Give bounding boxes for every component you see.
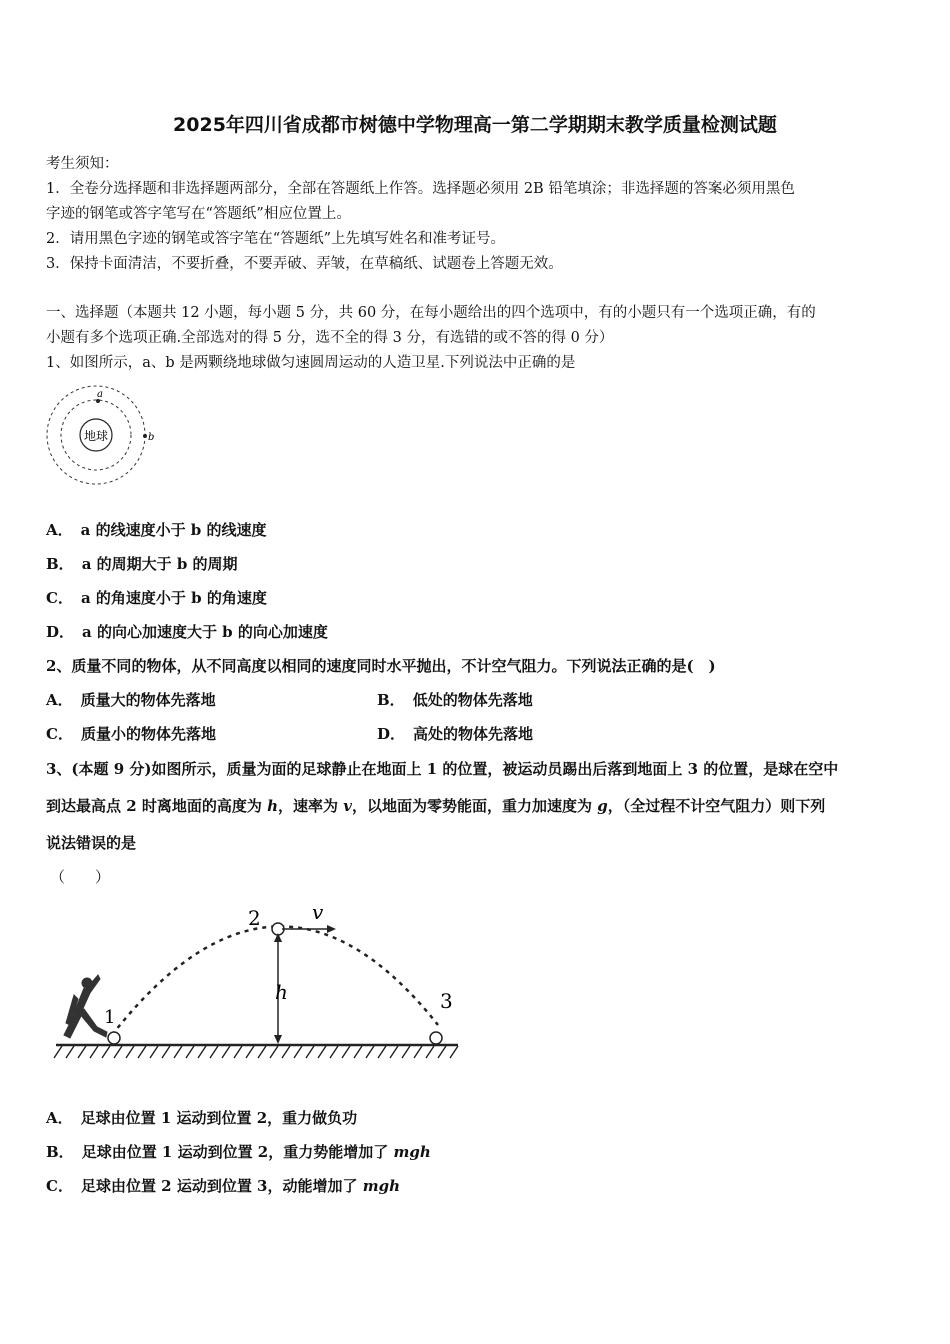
option-label: A． bbox=[46, 1109, 73, 1127]
label-velocity: v bbox=[312, 900, 324, 924]
option-label: A． bbox=[46, 521, 73, 539]
option-text: 质量大的物体先落地 bbox=[80, 691, 216, 709]
option-label: B． bbox=[46, 1143, 74, 1161]
option-text: a 的向心加速度大于 b 的向心加速度 bbox=[82, 623, 328, 641]
q2-option-d[interactable] bbox=[377, 723, 533, 744]
option-formula: mgh bbox=[393, 1143, 431, 1161]
player-figure bbox=[64, 975, 107, 1038]
label-position-3: 3 bbox=[440, 989, 453, 1013]
option-text: 质量小的物体先落地 bbox=[80, 725, 216, 743]
q1-option-c[interactable] bbox=[46, 587, 267, 608]
option-label: C． bbox=[46, 589, 73, 607]
option-label: D． bbox=[377, 725, 406, 743]
satellite-a-label: a bbox=[97, 389, 103, 400]
notice-line-1a: 1．全卷分选择题和非选择题两部分，全部在答题纸上作答。选择题必须用 2B 铅笔填涂；非选择题的答案必须用黑色 bbox=[46, 181, 795, 197]
label-position-2: 2 bbox=[248, 906, 261, 930]
height-arrowhead bbox=[274, 1035, 282, 1044]
option-text: a 的角速度小于 b 的角速度 bbox=[80, 589, 267, 607]
q3-projectile-figure bbox=[50, 895, 470, 1065]
option-label: B． bbox=[46, 555, 74, 573]
option-text: 足球由位置 1 运动到位置 2，重力做负功 bbox=[80, 1109, 358, 1127]
q3-stem-part: ，速率为 bbox=[278, 797, 344, 815]
q1-option-b[interactable] bbox=[46, 553, 238, 574]
option-text: 高处的物体先落地 bbox=[413, 725, 534, 743]
q3-var-g: g bbox=[597, 797, 608, 815]
option-label: D． bbox=[46, 623, 75, 641]
notice-line-3: 3．保持卡面清洁，不要折叠，不要弄破、弄皱，在草稿纸、试题卷上答题无效。 bbox=[46, 256, 563, 272]
notice-line-2: 2．请用黑色字迹的钢笔或答字笔在“答题纸”上先填写姓名和准考证号。 bbox=[46, 231, 506, 247]
q1-option-d[interactable] bbox=[46, 621, 328, 642]
section-instructions-1: 一、选择题（本题共 12 小题，每小题 5 分，共 60 分，在每小题给出的四个选项中，有的小题只有一个选项正确，有的 bbox=[46, 305, 816, 321]
q3-stem-line-3: 说法错误的是 bbox=[46, 834, 137, 852]
q3-stem-line-2 bbox=[46, 795, 825, 816]
satellite-b bbox=[143, 434, 147, 438]
option-text: a 的周期大于 b 的周期 bbox=[81, 555, 238, 573]
earth-label: 地球 bbox=[83, 429, 109, 443]
ground-hatching bbox=[54, 1046, 458, 1058]
q2-option-a[interactable] bbox=[46, 689, 216, 710]
option-text: 足球由位置 1 运动到位置 2，重力势能增加了 bbox=[81, 1143, 394, 1161]
q3-option-b[interactable] bbox=[46, 1141, 431, 1162]
option-label: A． bbox=[46, 691, 73, 709]
q3-stem-line-1: 3、(本题 9 分)如图所示，质量为面的足球静止在地面上 1 的位置，被运动员踢出后落到地面上 3 的位置，是球在空中 bbox=[46, 760, 839, 778]
option-text: 足球由位置 2 运动到位置 3，动能增加了 bbox=[80, 1177, 363, 1195]
q3-stem-part: ，（全过程不计空气阻力）则下列 bbox=[607, 797, 826, 815]
q3-stem-part: ，以地面为零势能面，重力加速度为 bbox=[351, 797, 598, 815]
q2-stem: 2、质量不同的物体，从不同高度以相同的速度同时水平抛出，不计空气阻力。下列说法正确的是( ) bbox=[46, 657, 716, 675]
satellite-b-label: b bbox=[148, 432, 155, 443]
page-title: 2025年四川省成都市树德中学物理高一第二学期期末教学质量检测试题 bbox=[173, 114, 777, 136]
q3-stem-part: 到达最高点 2 时离地面的高度为 bbox=[46, 797, 268, 815]
option-text: a 的线速度小于 b 的线速度 bbox=[80, 521, 267, 539]
notice-heading: 考生须知： bbox=[46, 156, 119, 172]
label-position-1: 1 bbox=[104, 1007, 116, 1028]
q3-answer-paren: （ ） bbox=[50, 868, 111, 886]
q1-option-a[interactable] bbox=[46, 519, 267, 540]
q3-option-a[interactable] bbox=[46, 1107, 357, 1128]
option-label: C． bbox=[46, 1177, 73, 1195]
velocity-arrowhead bbox=[327, 925, 336, 933]
section-instructions-2: 小题有多个选项正确.全部选对的得 5 分，选不全的得 3 分，有选错的或不答的得 0 分） bbox=[46, 330, 614, 346]
option-label: C． bbox=[46, 725, 73, 743]
notice-line-1b: 字迹的钢笔或答字笔写在“答题纸”相应位置上。 bbox=[46, 206, 351, 222]
q1-orbit-figure bbox=[40, 380, 170, 490]
option-formula: mgh bbox=[362, 1177, 400, 1195]
q2-option-c[interactable] bbox=[46, 723, 216, 744]
q3-option-c[interactable] bbox=[46, 1175, 400, 1196]
q2-option-b[interactable] bbox=[377, 689, 533, 710]
q3-var-h: h bbox=[267, 797, 279, 815]
option-label: B． bbox=[377, 691, 405, 709]
ball-position-1 bbox=[108, 1032, 120, 1044]
q3-var-v: v bbox=[343, 797, 352, 815]
q1-stem: 1、如图所示，a、b 是两颗绕地球做匀速圆周运动的人造卫星.下列说法中正确的是 bbox=[46, 355, 576, 371]
label-height: h bbox=[275, 980, 288, 1004]
option-text: 低处的物体先落地 bbox=[412, 691, 533, 709]
ball-position-3 bbox=[430, 1032, 442, 1044]
